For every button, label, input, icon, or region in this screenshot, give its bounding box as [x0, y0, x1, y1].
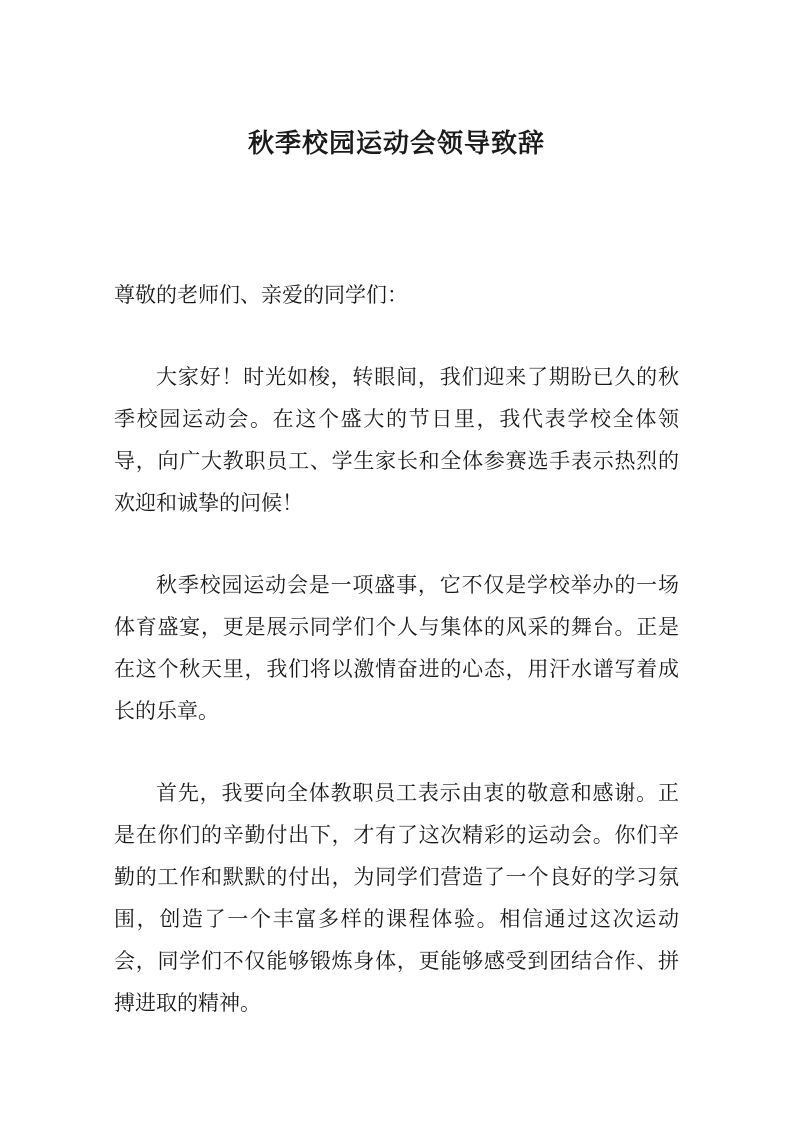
document-content: [114, 126, 679, 1024]
document-body: [114, 274, 679, 1024]
body-paragraph-event-significance: 秋季校园运动会是一项盛事，它不仅是学校举办的一场体育盛宴，更是展示同学们个人与集体的风采的舞台。正是在这个秋天里，我们将以激情奋进的心态，用汗水谱写着成长的乐章。: [114, 573, 679, 723]
body-paragraph-thanks-staff: 首先，我要向全体教职员工表示由衷的敬意和感谢。正是在你们的辛勤付出下，才有了这次精彩的运动会。你们辛勤的工作和默默的付出，为同学们营造了一个良好的学习氛围，创造了一个丰富多样的课程体验。相信通过这次运动会，同学们不仅能够锻炼身体，更能够感受到团结合作、拼搏进取的精神。: [114, 781, 679, 1015]
body-paragraph-greeting: 大家好！时光如梭，转眼间，我们迎来了期盼已久的秋季校园运动会。在这个盛大的节日里，我代表学校全体领导，向广大教职员工、学生家长和全体参赛选手表示热烈的欢迎和诚挚的问候！: [114, 365, 679, 515]
salutation-line: 尊敬的老师们、亲爱的同学们：: [114, 283, 408, 307]
document-title: 秋季校园运动会领导致辞: [247, 129, 545, 158]
